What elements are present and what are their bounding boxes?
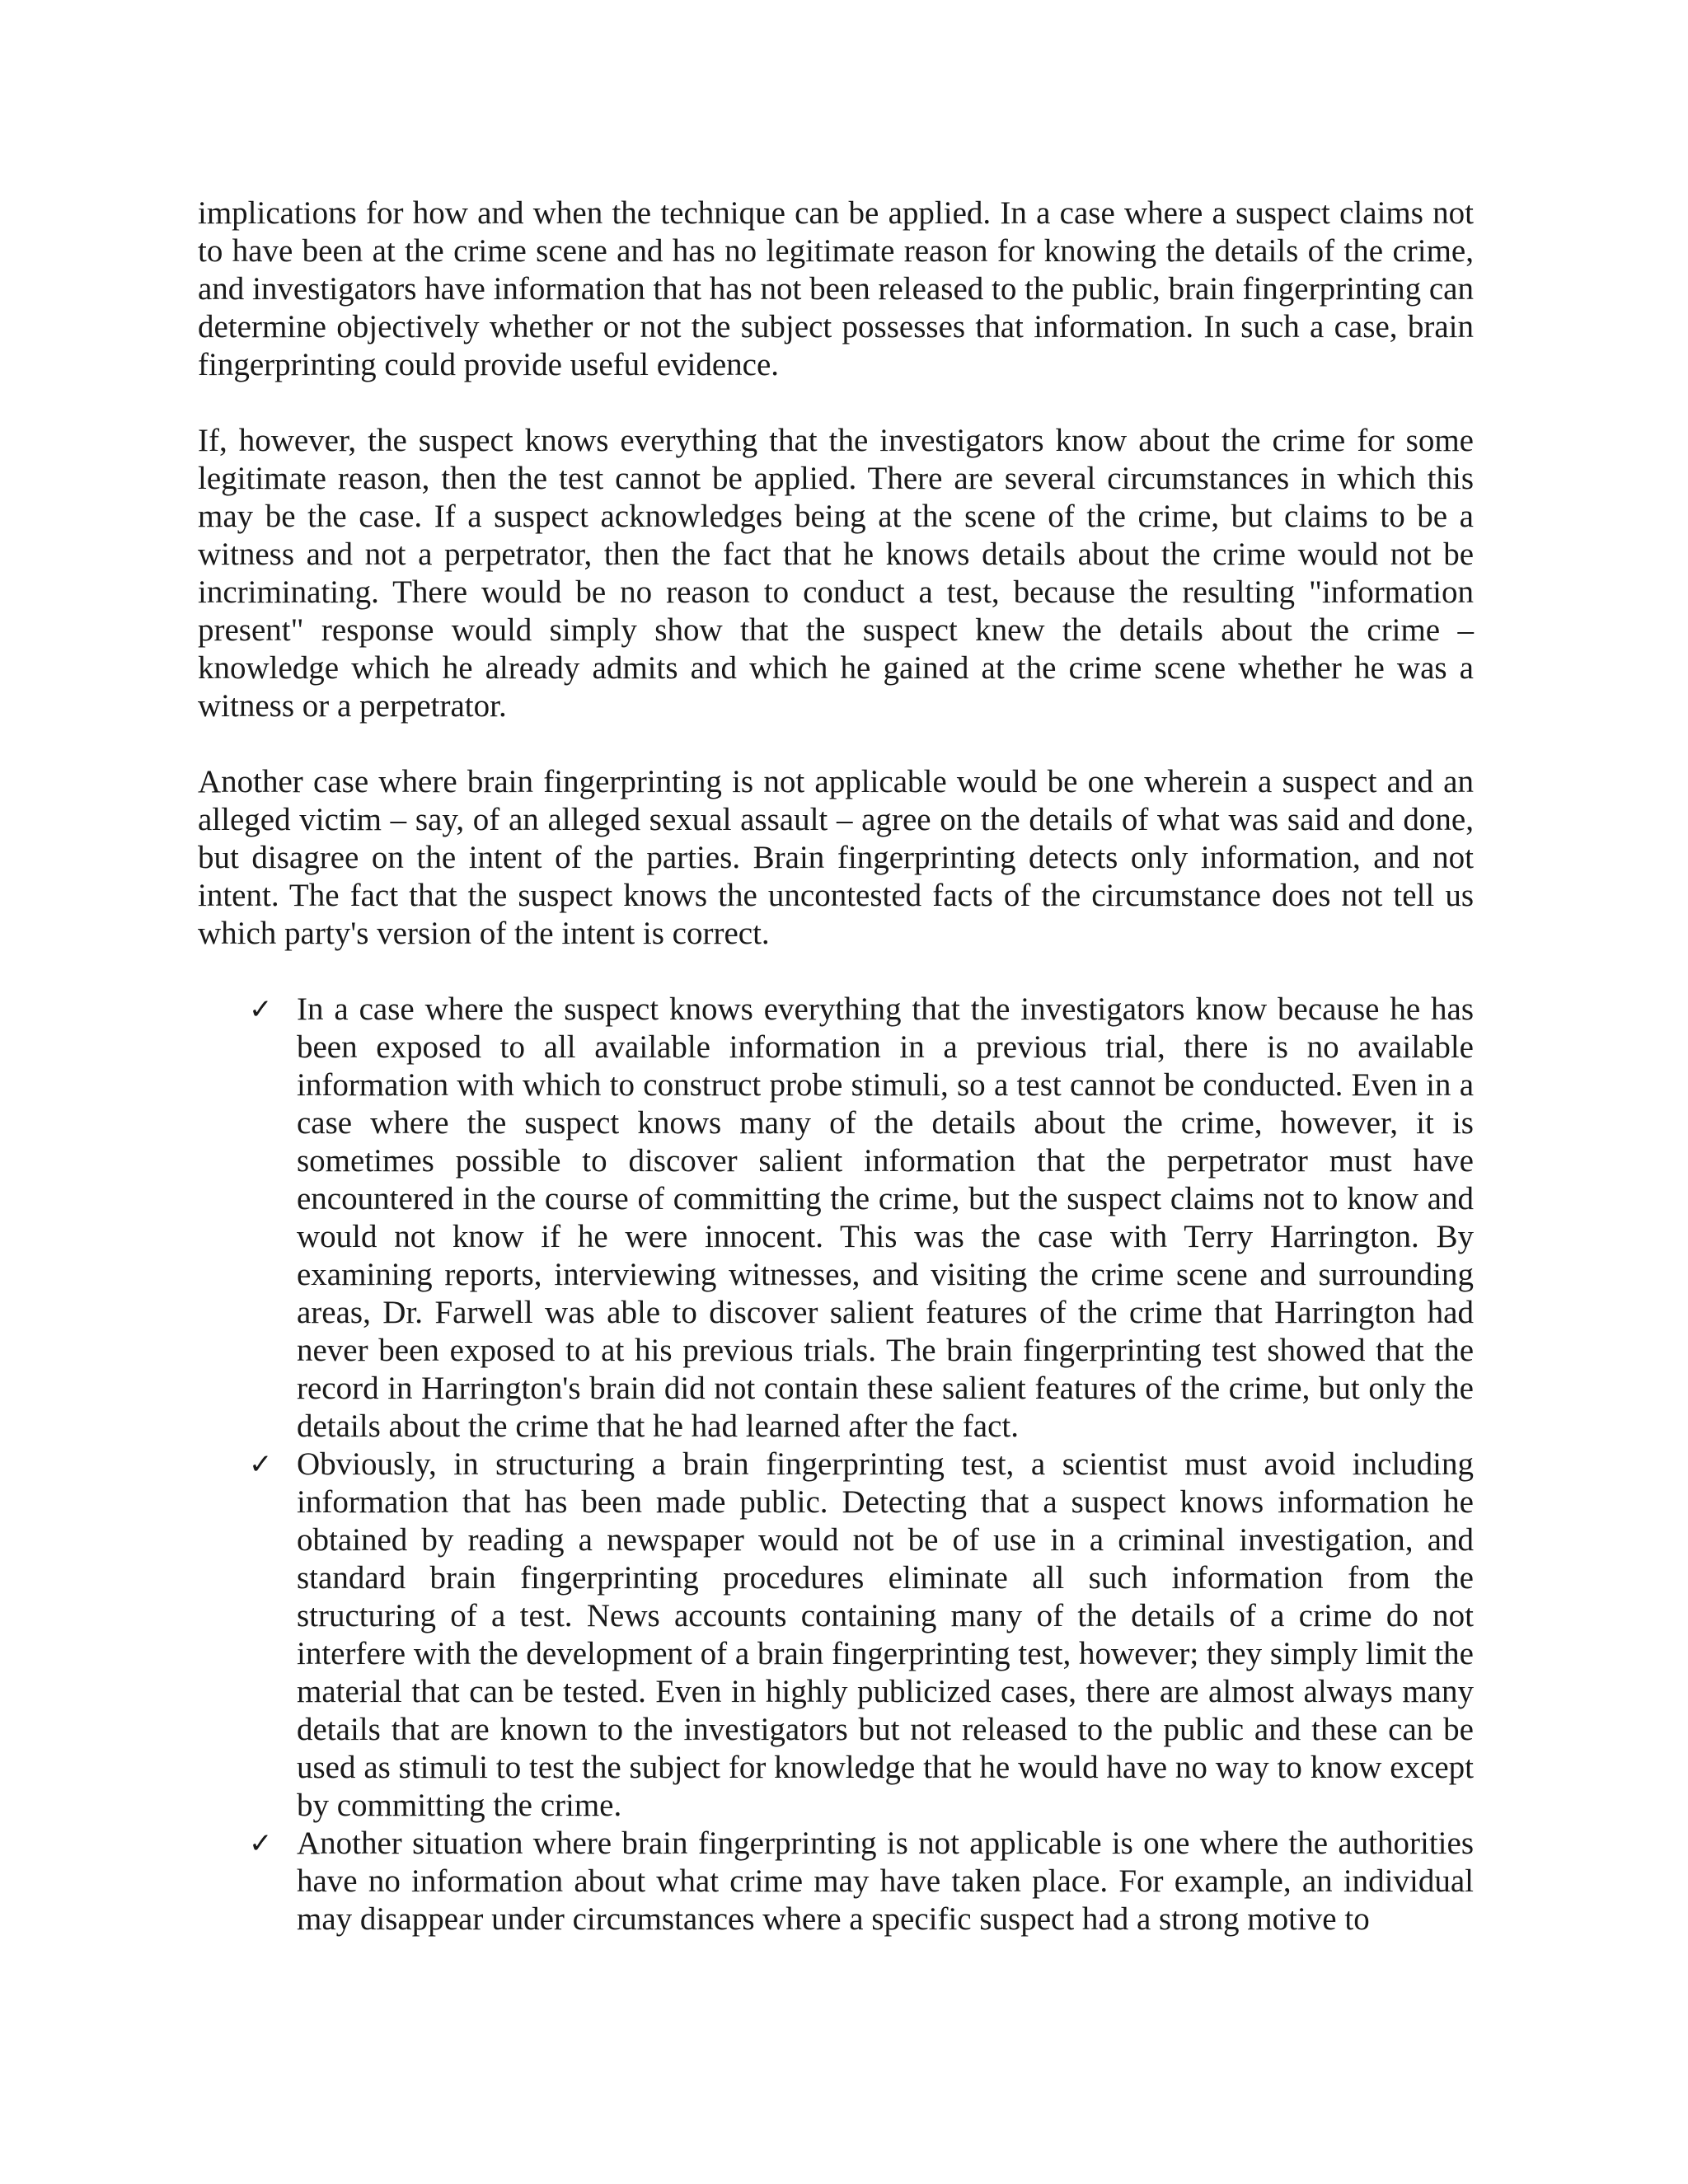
checklist-item-text: Obviously, in structuring a brain fingerprinting test, a scientist must avoid including information that has been made public. Detecting that a suspect knows information he obtained by reading a newspaper would not be of use in a criminal investigation, and standard brain fingerprinting procedures eliminate all such information from the structuring of a test. News accounts containing many of the details of a crime do not interfere with the development of a brain fingerprinting test, however; they simply limit the material that can be tested. Even in highly publicized cases, there are almost always many details that are known to the investigators but not released to the public and these can be used as stimuli to test the subject for knowledge that he would have no way to know except by committing the crime. (297, 1446, 1474, 1823)
paragraph-technique-application: implications for how and when the technique can be applied. In a case where a suspect claims not to have been at the crime scene and has no legitimate reason for knowing the details of the crime, and investigators have information that has not been released to the public, brain fingerprinting can determine objectively whether or not the subject possesses that information. In such a case, brain fingerprinting could provide useful evidence. (198, 195, 1474, 382)
checklist-item-no-information (249, 1825, 1474, 1938)
check-icon: ✓ (249, 993, 273, 1026)
checklist-item-public-information (249, 1446, 1474, 1825)
check-icon: ✓ (249, 1448, 273, 1481)
document-page (198, 194, 1474, 1938)
checklist-item-text: Another situation where brain fingerprinting is not applicable is one where the authorities have no information about what crime may have taken place. For example, an individual may disappear under circumstances where a specific suspect had a strong motive to (297, 1825, 1474, 1937)
checklist (198, 991, 1474, 1938)
checklist-item-previous-trial (249, 991, 1474, 1446)
paragraph-suspect-knows-everything: If, however, the suspect knows everything that the investigators know about the crime for some legitimate reason, then the test cannot be applied. There are several circumstances in which this may be the case. If a suspect acknowledges being at the scene of the crime, but claims to be a witness and not a perpetrator, then the fact that he knows details about the crime would not be incriminating. There would be no reason to conduct a test, because the resulting "information present" response would simply show that the suspect knew the details about the crime – knowledge which he already admits and which he gained at the crime scene whether he was a witness or a perpetrator. (198, 423, 1474, 724)
paragraph-intent-not-detected: Another case where brain fingerprinting is not applicable would be one wherein a suspect and an alleged victim – say, of an alleged sexual assault – agree on the details of what was said and done, but disagree on the intent of the parties. Brain fingerprinting detects only information, and not intent. The fact that the suspect knows the uncontested facts of the circumstance does not tell us which party's version of the intent is correct. (198, 764, 1474, 951)
checklist-item-text: In a case where the suspect knows everything that the investigators know because he has been exposed to all available information in a previous trial, there is no available information with which to construct probe stimuli, so a test cannot be conducted. Even in a case where the suspect knows many of the details about the crime, however, it is sometimes possible to discover salient information that the perpetrator must have encountered in the course of committing the crime, but the suspect claims not to know and would not know if he were innocent. This was the case with Terry Harrington. By examining reports, interviewing witnesses, and visiting the crime scene and surrounding areas, Dr. Farwell was able to discover salient features of the crime that Harrington had never been exposed to at his previous trials. The brain fingerprinting test showed that the record in Harrington's brain did not contain these salient features of the crime, but only the details about the crime that he had learned after the fact. (297, 991, 1474, 1444)
check-icon: ✓ (249, 1827, 273, 1860)
